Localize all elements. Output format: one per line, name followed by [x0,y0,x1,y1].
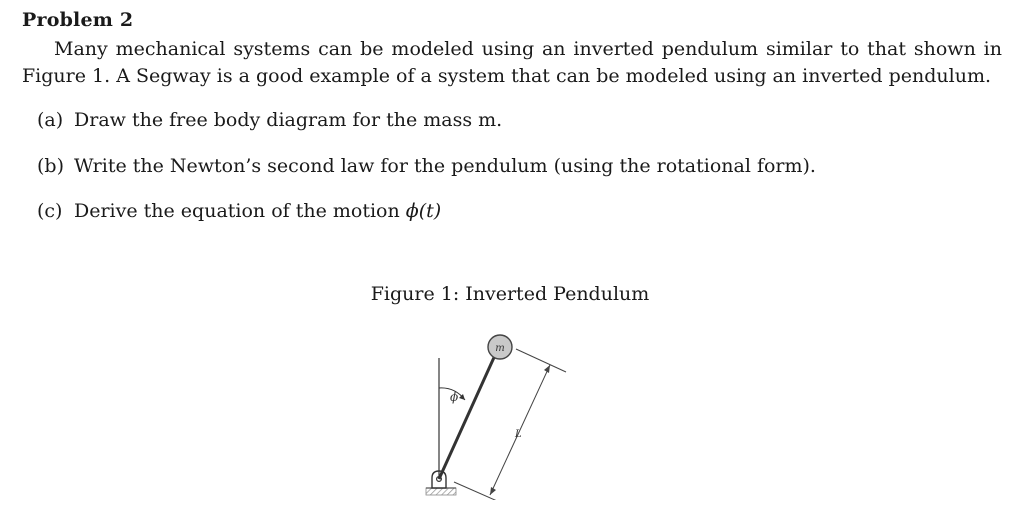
length-label: L [515,429,522,440]
length-arrow-top [544,365,550,373]
question-item-a [37,109,502,131]
problem-title: Problem 2 [22,9,134,31]
length-arrow-bottom [490,487,496,495]
question-text-b: Write the Newton’s second law for the pendulum (using the rotational form). [74,155,816,177]
question-math-c: ϕ(t) [405,200,442,222]
length-extension-top [516,349,566,372]
pendulum-rod [439,353,496,479]
figure-caption: Figure 1: Inverted Pendulum [370,283,650,305]
intro-line-1: Many mechanical systems can be modeled using an inverted pendulum similar to that shown in [54,38,1002,60]
question-text-a: Draw the free body diagram for the mass m. [74,109,503,131]
length-extension-bottom [454,482,504,500]
problem-intro [22,36,1002,90]
mass-label: m [495,343,505,354]
question-label-a: (a) [37,109,64,131]
angle-label: ϕ [450,390,459,404]
question-label-c: (c) [37,200,63,222]
question-text-c: Derive the equation of the motion [74,200,406,222]
intro-line-2: Figure 1. A Segway is a good example of a system that can be modeled using an inverted pendulum. [22,65,992,87]
pendulum-diagram [410,328,590,500]
question-item-c [37,200,441,222]
ground-hatch [426,488,456,495]
pendulum-figure [410,328,590,500]
question-item-b [37,155,816,177]
question-label-b: (b) [37,155,64,177]
